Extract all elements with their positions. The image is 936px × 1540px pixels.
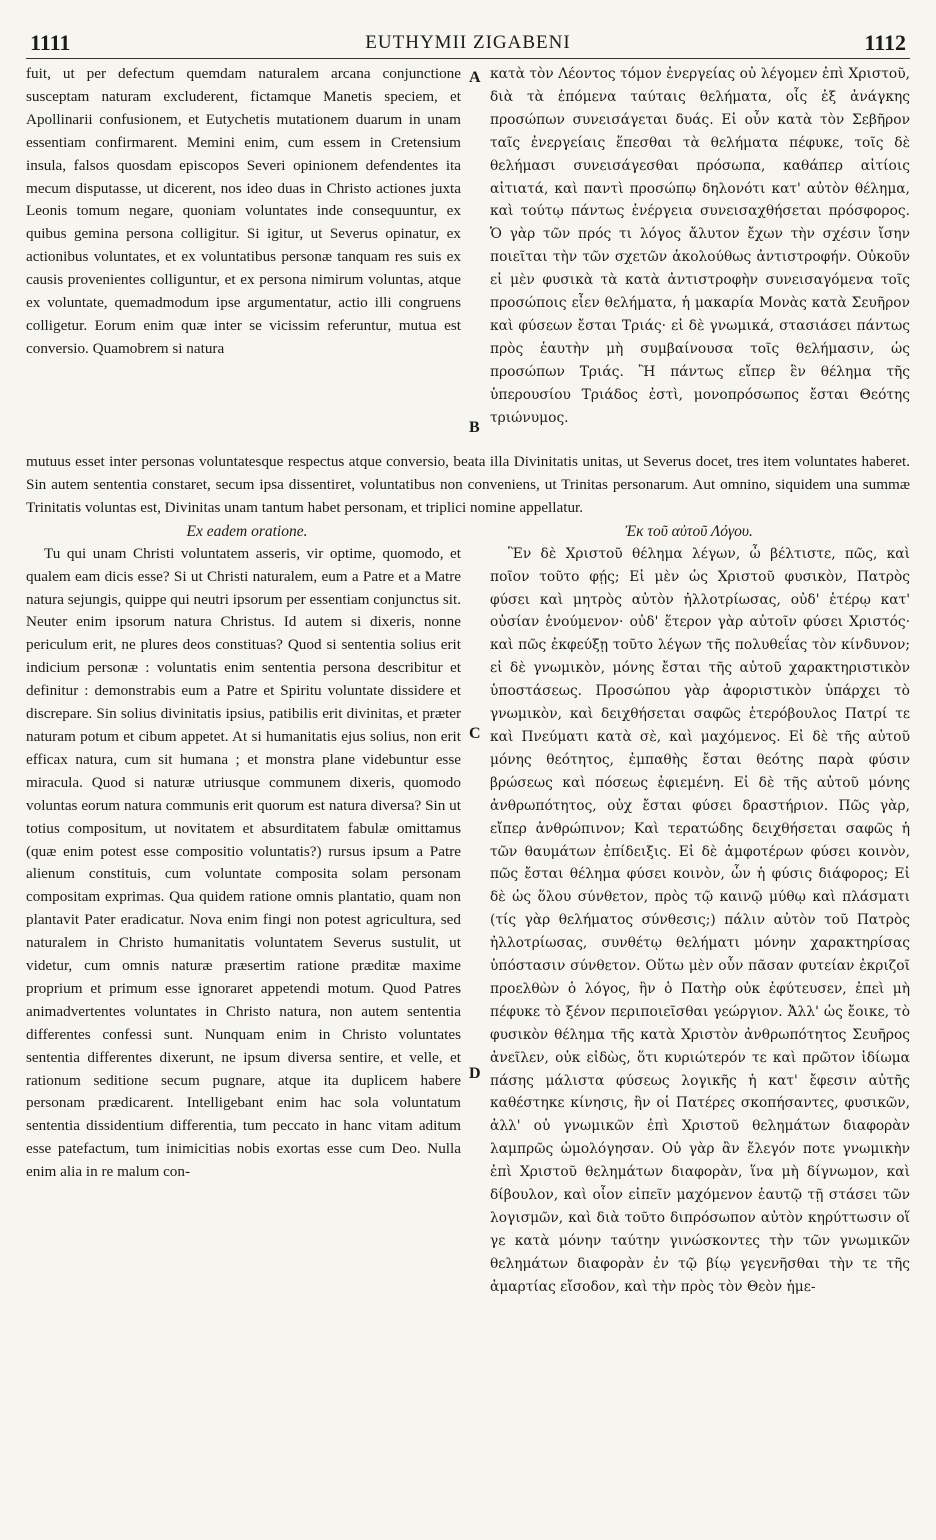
margin-letter-b: B (469, 419, 480, 436)
latin-column-2 (26, 543, 461, 1463)
section-1 (26, 63, 910, 451)
greek-paragraph-2: Ἓν δὲ Χριστοῦ θέλημα λέγων, ὦ βέλτιστε, πῶς, καὶ ποῖον τοῦτο φῄς; Εἰ μὲν ὡς Χριστοῦ φυσικὸν, Πατρὸς φύσει καὶ μητρὸς αὐτὸν ἠλλοτρίωσας, οὐδ' ἑτέρῳ κατ' οὐσίαν ἑνούμενον· οὐδ' ἕτερον γὰρ αὐτοῖν φύσει Χριστός· καὶ πῶς ἐκφεύξῃ τοῦτο λέγων τῆς πολυθεΐας τὸν κίνδυνον; εἰ δὲ γνωμικὸν, μόνης ἔσται τῆς αὐτοῦ χαρακτηριστικὸν ὑποστάσεως. Προσώπου γὰρ ἀφοριστικὸν ὑπάρχει τὸ γνωμικὸν, καὶ δειχθήσεται σαφῶς ἑτερόβουλος Πατρί τε καὶ Πνεύματι κατὰ σὲ, καὶ μαχόμενος. Εἰ δὲ τῆς αὐτοῦ μόνης θεότητος, ἐμπαθὴς ἔσται θεότης παρὰ φύσιν βρώσεως καὶ πόσεως ἐφιεμένη. Εἰ δὲ τῆς αὐτοῦ μόνης ἀνθρωπότητος, οὐχ ἔσται φύσει δραστήριον. Πῶς γὰρ, εἴπερ ἀνθρώπινον; Καὶ τερατώδης δειχθήσεται σαφῶς ἡ τῶν θαυμάτων ἐπίδειξις. Εἰ δὲ ἀμφοτέρων φύσει κοινὸν, πῶς ἔσται θέλημα φύσει κοινὸν, ὧν ἡ φύσις διάφορος; Εἰ δὲ ὡς ὅλου σύνθετον, πρὸς τῷ καινῷ μύθῳ καὶ πλάσματι (τίς γὰρ θελήματος σύνθεσις;) πάλιν αὐτὸν τοῦ Πατρὸς ἠλλοτρίωσας, συνθέτῳ θελήματι μόνην χαρακτηρίσας ὑπόστασιν σύνθετον. Οὕτω μὲν οὖν πᾶσαν φυτείαν ἐκριζοῖ προελθὼν ὁ λόγος, ἣν ὁ Πατὴρ οὐκ ἐφύτευσεν, ἐπεὶ μὴ πέφυκε τὸ ξένον περιποιεῖσθαι γεώργιον. Ἀλλ' ὡς ἔοικε, τὸ φυσικὸν θέλημα τῆς κατὰ Χριστὸν ἀνθρωπότητος Σευῆρος ἀνεῖλεν, οὐκ εἰδὼς, ὅτι κυριώτερόν τε καὶ πρῶτον ἰδίωμα πάσης μάλιστα φύσεως λογικῆς ἡ κατ' ἔφεσιν αὐτῆς καθέστηκε κίνησις, ἣν οἱ Πατέρες σκοπήσαντες, φυσικῶν, ἀλλ' οὐ γνωμικῶν ἐπὶ Χριστοῦ θελημάτων διαφορὰν λαμπρῶς ὡμολόγησαν. Οὐ γὰρ ἂν ἔλεγόν ποτε γνωμικὴν ἐπὶ Χριστοῦ θελημάτων διαφορὰν, ἵνα μὴ δίγνωμον, καὶ δίβουλον, καὶ οἷον εἰπεῖν μαχόμενον ἑαυτῷ τῇ στάσει τῶν λογισμῶν, καὶ διὰ τοῦτο διπρόσωπον αὐτὸν κηρύττωσιν οἵ γε κατὰ μόνην ταύτην γινώσκοντες τὴν τῶν γνωμικῶν θελημάτων διαφορὰν ἐν τῷ βίῳ γεγενῆσθαι τὴν τε τῆς ἁμαρτίας εἴσοδον, καὶ τὴν πρὸς τὸν Θεὸν ἡμε- (490, 545, 910, 1295)
subheadings (26, 520, 910, 543)
page-number-left: 1111 (30, 30, 71, 55)
greek-paragraph-1: κατὰ τὸν Λέοντος τόμον ἐνεργείας οὐ λέγομεν ἐπὶ Χριστοῦ, διὰ τὰ ἑπόμενα ταύταις θελήματα, οἷς ἐξ ἀνάγκης προσώπων συνεισάγεται δυάς. Εἰ οὖν κατὰ τὸν Σεβῆρον ταῖς ἐνεργείαις ἕπεσθαι τὰ θελήματα πέφυκε, τοῖς δὲ θελήμασι συνεισάγεσθαι πρόσωπα, καθάπερ αἰτίοις αἰτιατά, καὶ παντὶ προσώπῳ δηλονότι κατ' αὐτὸν θέλημα, καὶ τούτῳ πάντως ἐνέργεια συνεισαχθήσεται πρόσφορος. Ὁ γὰρ τῶν πρός τι λόγος ἄλυτον ἔχων τὴν σχέσιν ἴσην ποιεῖται τὴν τῶν σχετῶν ἀκολούθως ἀντιστροφήν. Οὐκοῦν εἰ μὲν φυσικὰ τὰ κατὰ ἀντιστροφὴν συνεισαγόμενα τοῖς προσώποις εἶεν θελήματα, ἡ μακαρία Μονὰς κατὰ Σευῆρον καὶ φύσεων ἔσται Τριάς· εἰ δὲ γνωμικά, στασιάσει πάντως πρὸς ἑαυτὴν μὴ συμβαίνουσα τοῖς θελήμασιν, ὡς προσώπων Τριάς. Ἢ πάντως εἴπερ ἓν θέλημα τῆς ὑπερουσίου Τριάδος ἐστὶ, μονοπρόσωπος ἔσται Θεότης τριώνυμος. (490, 66, 910, 426)
section-2 (26, 543, 910, 1463)
running-title: EUTHYMII ZIGABENI (365, 32, 571, 53)
greek-column-2 (490, 543, 910, 1463)
latin-paragraph-1: fuit, ut per defectum quemdam naturalem arcana conjunctione susceptam naturam excluderent, fictamque Manetis speciem, et Apollinarii confusionem, et Eutychetis mutationem duarum in unam essentiam confirmarent. Memini enim, cum essem in Cretensium insula, falsos quosdam episcopos Severi opinionem defendentes ita mecum disputasse, ut dicerent, nos ideo duas in Christo actiones juxta Leonis tomum negare, quoniam voluntates inde consequuntur, ex quibus gemina persona colligitur. Si igitur, ut Severus opinatur, ex actionibus voluntates, et ex voluntatibus personæ tanquam res suis ex causis provenientes colliguntur, et ex persona nimirum voluntas, atque ex voluntate, quemadmodum ipse argumentatur, actio illi congruens colligetur. Eorum enim quæ inter se vicissim referuntur, mutua est conversio. Quamobrem si natura (26, 65, 461, 357)
latin-paragraph-2: Tu qui unam Christi voluntatem asseris, vir optime, quomodo, et qualem eam dicis esse? Si ut Christi naturalem, eum a Patre et a Matre natura sejungis, quippe qui neutri ipsorum per essentiam conjunctus sit. Neuter enim ipsorum natura Christus. Id autem si dixeris, nonne periculum erit, ne plures deos constituas? Quod si sententia solius erit indicium personæ : voluntatis enim sententia persona describitur et definitur : demonstrabis eum a Patre et Spiritu voluntate dissidere et discrepare. Sin solius divinitatis ipsius, patibilis erit divinitas, et præter naturam potum et cibum appetet. At si humanitatis ejus solius, non erit efficax natura, cum sit humana ; et monstra plane videbuntur esse miracula. Quod si naturæ utriusque communem dixeris, quomodo voluntas eorum natura communis erit quorum est natura diversa? Sin ut totius compositum, ut novitatem et absurditatem fabulæ omittamus (quæ enim potest esse compositio voluntatis?) rursus ipsum a Patre alienum constituis, cum voluntate composita solam personam compositam exprimas. Qua quidem ratione omnis plantatio, quam non plantavit Pater eradicatur. Nova enim fingi non potest agricultura, sed naturalem in Christo humanitatis voluntatem Severus sustulit, ut videtur, cum omnis naturæ præsertim ratione præditæ maxime proprium et primum esse ignoraret appetendi motum. Quod Patres animadvertentes voluntates in Christo natura, non autem sententia differentes confessi sunt. Nunquam enim in Christo voluntates sententia differentes dixerunt, ne ipsum diversa sentire, et velle, et rationum seditione secum pugnare, atque ita duplicem habere personam prædicarent. Intelligebant enim hac sola voluntatum sententia dissidentium differentia, tum peccato in hanc vitam aditum esse patefactum, tum inimicitias nobis exortas esse cum Deo. Nulla enim alia in re malum con- (26, 544, 461, 1181)
margin-letter-c: C (469, 724, 481, 742)
margin-letter-a: A (469, 69, 481, 86)
page-header (26, 30, 910, 59)
margin-gutter-2 (461, 543, 490, 1463)
latin-column-1 (26, 63, 461, 451)
page-number-right: 1112 (864, 30, 906, 55)
margin-gutter-1 (461, 63, 490, 451)
margin-letter-d: D (469, 1064, 481, 1082)
greek-subheading: Ἐκ τοῦ αὐτοῦ Λόγου. (625, 522, 753, 540)
document-page (26, 30, 910, 1526)
latin-subheading: Ex eadem oratione. (186, 522, 308, 540)
full-width-paragraph: mutuus esset inter personas voluntatesque respectus atque conversio, beata illa Divinitatis unitas, ut Severus docet, tres item voluntates haberet. Sin autem sententia constaret, secum ipsa dissentiret, voluntatibus non conveniens, ut Trinitas personarum. Aut omnino, siquidem una summæ Trinitatis voluntas est, Divinitas unam tantum habet personam, et triplici nomine appellatur. (26, 453, 910, 516)
greek-column-1 (490, 63, 910, 451)
